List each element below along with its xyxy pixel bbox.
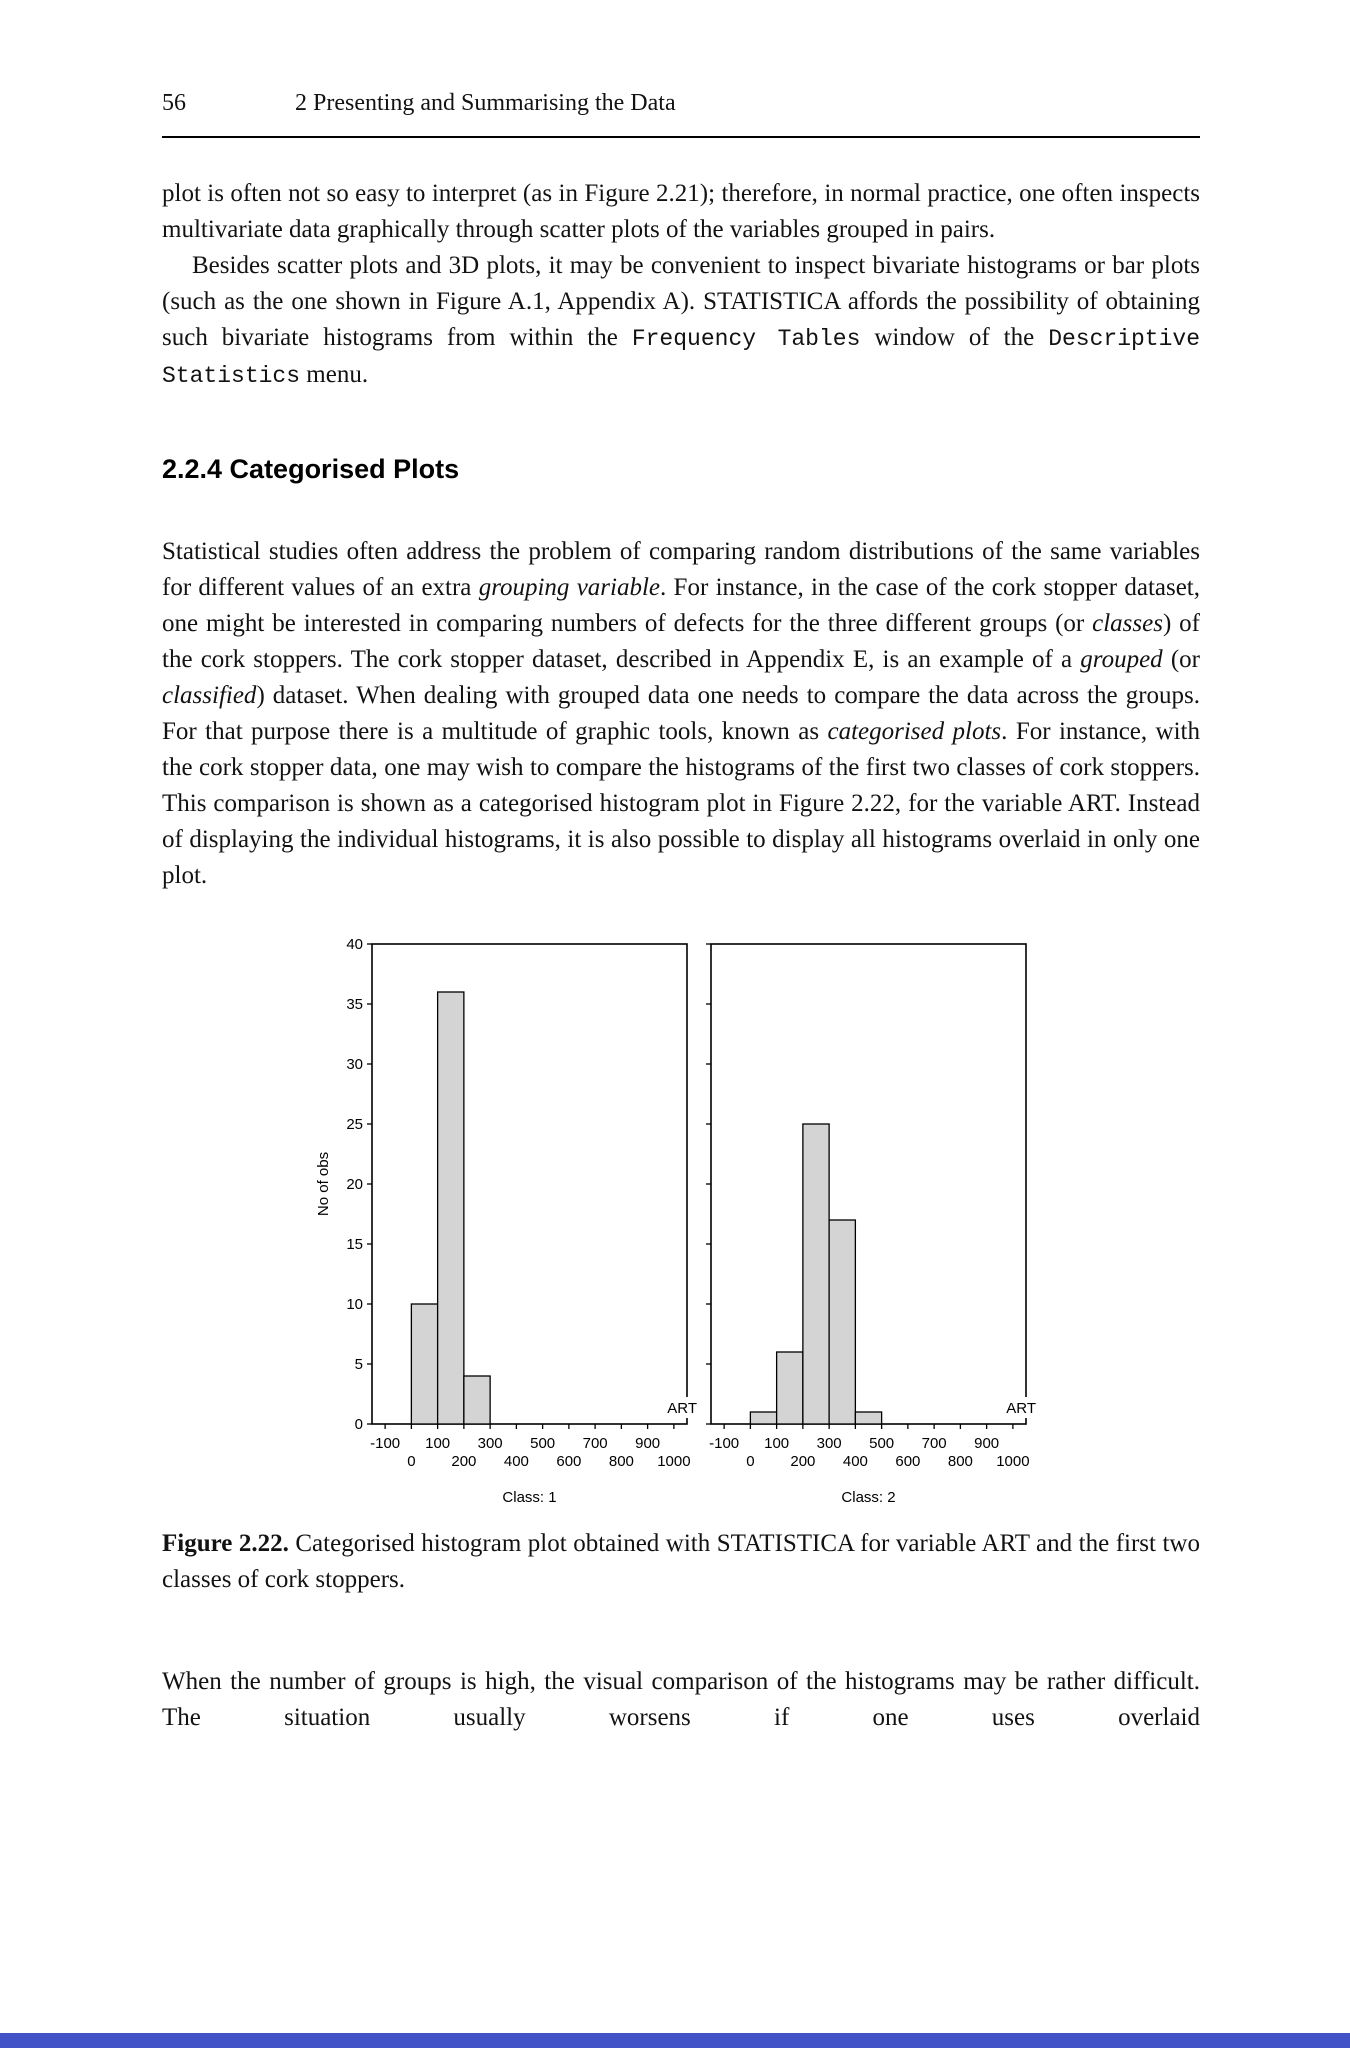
histogram-bar xyxy=(829,1220,855,1424)
x-axis-title: ART xyxy=(666,1400,697,1417)
bottom-band xyxy=(0,2033,1350,2048)
x-tick-label: -100 xyxy=(369,1435,400,1452)
histogram-bar xyxy=(855,1412,881,1424)
y-tick-label: 0 xyxy=(354,1416,363,1433)
paragraph-2 xyxy=(162,248,1200,394)
x-tick-label: 600 xyxy=(555,1453,581,1470)
text-segment: grouping variable xyxy=(478,574,661,601)
plot-frame xyxy=(711,944,1026,1424)
page-header xyxy=(162,88,1200,118)
text-segment: categorised plots xyxy=(827,718,1002,745)
x-tick-label: 300 xyxy=(477,1435,503,1452)
class-label: Class: 1 xyxy=(501,1489,557,1506)
y-tick-label: 40 xyxy=(345,936,363,953)
x-tick-label: 0 xyxy=(745,1453,755,1470)
figure-2-22 xyxy=(314,934,1049,1514)
text-segment: grouped xyxy=(1080,646,1163,673)
histogram-bar xyxy=(437,992,463,1424)
text-segment: Figure 2.22. xyxy=(162,1530,289,1557)
paragraph-1 xyxy=(162,176,1200,248)
y-tick-label: 10 xyxy=(345,1296,363,1313)
x-tick-label: -100 xyxy=(708,1435,739,1452)
x-tick-label: 900 xyxy=(634,1435,660,1452)
x-axis-title: ART xyxy=(1005,1400,1036,1417)
y-axis-title: No of obs xyxy=(314,1151,332,1217)
x-tick-label: 100 xyxy=(424,1435,450,1452)
x-tick-label: 1000 xyxy=(995,1453,1030,1470)
x-tick-label: 700 xyxy=(921,1435,947,1452)
text-segment: Descriptive Statistics xyxy=(162,326,1201,389)
figure-caption xyxy=(162,1526,1200,1598)
chapter-title: 2 Presenting and Summarising the Data xyxy=(295,90,676,116)
text-segment: (or xyxy=(1162,646,1200,673)
y-tick-label: 35 xyxy=(345,996,363,1013)
section-heading: 2.2.4 Categorised Plots xyxy=(162,454,460,484)
text-segment: window of the xyxy=(860,324,1049,351)
x-tick-label: 800 xyxy=(947,1453,973,1470)
histogram-bar xyxy=(463,1376,489,1424)
histogram-bar xyxy=(411,1304,437,1424)
text-segment: ) dataset. When dealing with grouped data one needs to compare the data across the groups. For that purpose there is a multitude of graphic tools, known as xyxy=(162,682,1200,745)
text-segment: . For instance, in the case of the cork stopper dataset, one might be interested in comparing numbers of defects for the three different groups (or xyxy=(162,574,1201,637)
x-tick-label: 300 xyxy=(816,1435,842,1452)
text-segment: menu. xyxy=(300,361,369,388)
y-tick-label: 30 xyxy=(345,1056,363,1073)
x-tick-label: 500 xyxy=(868,1435,894,1452)
histogram-class-1 xyxy=(314,934,699,1514)
text-segment: plot is often not so easy to interpret (as in Figure 2.21); therefore, in normal practice, one often inspects multivariate data graphically through scatter plots of the variables grouped in pairs. xyxy=(162,180,1200,243)
text-segment: Categorised histogram plot obtained with STATISTICA for variable ART and the first two classes of cork stoppers. xyxy=(162,1530,1200,1593)
text-segment: Frequency Tables xyxy=(631,326,861,352)
y-tick-label: 5 xyxy=(354,1356,363,1373)
paragraph-3 xyxy=(162,534,1200,894)
text-segment: When the number of groups is high, the visual comparison of the histograms may be rather difficult. The situation usually worsens if one uses overlaid xyxy=(162,1668,1200,1731)
y-tick-label: 25 xyxy=(345,1116,363,1133)
page-number: 56 xyxy=(162,90,186,116)
x-tick-label: 100 xyxy=(763,1435,789,1452)
y-tick-label: 15 xyxy=(345,1236,363,1253)
text-segment: Statistical studies often address the problem of comparing random distributions of the same variables for different values of an extra xyxy=(162,538,1200,601)
histogram-bar xyxy=(750,1412,776,1424)
x-tick-label: 0 xyxy=(406,1453,416,1470)
text-segment: Besides scatter plots and 3D plots, it may be convenient to inspect bivariate histograms or bar plots (such as the one shown in Figure A.1, Appendix A). STATISTICA affords the possibility of obtaining such bivariate histograms from within the xyxy=(162,252,1200,351)
x-tick-label: 400 xyxy=(503,1453,529,1470)
text-segment: classes xyxy=(1092,610,1163,637)
x-tick-label: 700 xyxy=(582,1435,608,1452)
histogram-bar xyxy=(776,1352,802,1424)
text-segment: classified xyxy=(162,682,257,709)
x-tick-label: 800 xyxy=(608,1453,634,1470)
text-segment: ) of the cork stoppers. The cork stopper dataset, described in Appendix E, is an example of a xyxy=(162,610,1200,673)
histogram-bar xyxy=(802,1124,828,1424)
x-tick-label: 400 xyxy=(842,1453,868,1470)
x-tick-label: 200 xyxy=(789,1453,815,1470)
header-rule xyxy=(162,136,1200,138)
x-tick-label: 200 xyxy=(450,1453,476,1470)
x-tick-label: 900 xyxy=(973,1435,999,1452)
x-tick-label: 1000 xyxy=(656,1453,691,1470)
class-label: Class: 2 xyxy=(840,1489,896,1506)
text-segment: . For instance, with the cork stopper data, one may wish to compare the histograms of the first two classes of cork stoppers. This comparison is shown as a categorised histogram plot in Figure 2.22, for the variable ART. Instead of displaying the individual histograms, it is also possible to display all histograms overlaid in only one plot. xyxy=(162,718,1201,889)
charts-row xyxy=(314,934,1049,1514)
x-tick-label: 600 xyxy=(894,1453,920,1470)
y-tick-label: 20 xyxy=(345,1176,363,1193)
paragraph-4 xyxy=(162,1664,1200,1736)
x-tick-label: 500 xyxy=(529,1435,555,1452)
histogram-class-2 xyxy=(699,934,1049,1514)
